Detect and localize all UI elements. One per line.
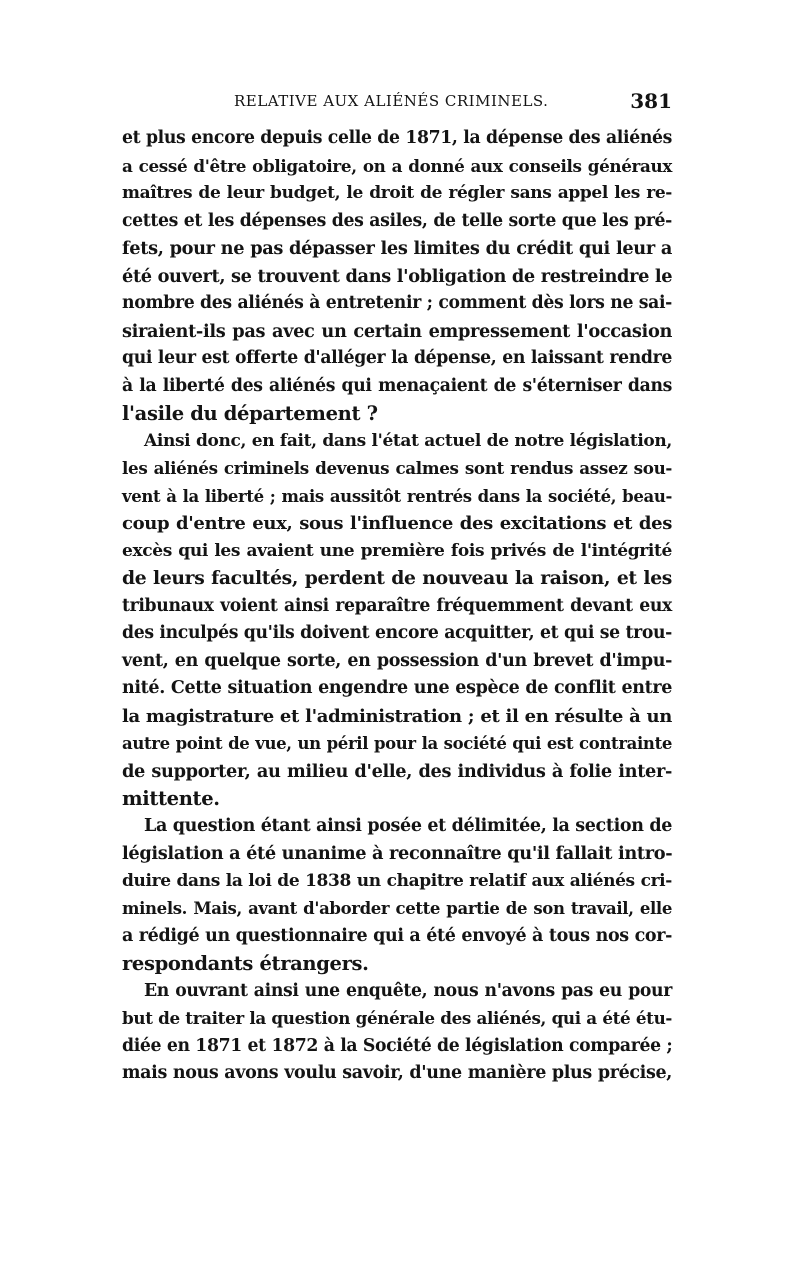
text-line: des inculpés qu'ils doivent encore acquitter, et qui se trou- xyxy=(122,623,672,643)
text-line: nité. Cette situation engendre une espèce de conflit entre xyxy=(122,678,672,698)
text-line: la magistrature et l'administration ; et il en résulte à un xyxy=(122,705,672,727)
text-line: et plus encore depuis celle de 1871, la dépense des aliénés xyxy=(122,128,672,148)
paragraph-last-line: mittente. xyxy=(122,787,220,810)
text-line: les aliénés criminels devenus calmes sont rendus assez sou- xyxy=(122,458,672,478)
body-text xyxy=(122,125,672,1088)
text-line: fets, pour ne pas dépasser les limites du crédit qui leur a xyxy=(122,238,672,259)
text-line: législation a été unanime à reconnaître qu'il fallait intro- xyxy=(122,843,673,864)
text-line: minels. Mais, avant d'aborder cette partie de son travail, elle xyxy=(122,899,672,918)
text-line: a rédigé un questionnaire qui a été envoyé à tous nos cor- xyxy=(122,925,672,946)
text-line: tribunaux voient ainsi reparaître fréquemment devant eux xyxy=(122,595,672,616)
paragraph-first-line: La question étant ainsi posée et délimitée, la section de xyxy=(144,815,672,836)
text-line: duire dans la loi de 1838 un chapitre relatif aux aliénés cri- xyxy=(122,870,672,891)
text-line: nombre des aliénés à entretenir ; comment dès lors ne sai- xyxy=(122,293,672,313)
text-line: de supporter, au milieu d'elle, des individus à folie inter- xyxy=(122,760,672,782)
text-line: vent à la liberté ; mais aussitôt rentrés dans la société, beau- xyxy=(122,486,672,506)
text-line: autre point de vue, un péril pour la société qui est contrainte xyxy=(122,734,672,753)
page-number: 381 xyxy=(630,89,672,113)
running-head-title: RELATIVE AUX ALIÉNÉS CRIMINELS. xyxy=(234,92,549,110)
text-line: cettes et les dépenses des asiles, de telle sorte que les pré- xyxy=(122,210,672,231)
text-line: but de traiter la question générale des aliénés, qui a été étu- xyxy=(122,1008,672,1028)
text-line: coup d'entre eux, sous l'influence des excitations et des xyxy=(122,513,672,534)
text-line: a cessé d'être obligatoire, on a donné aux conseils généraux xyxy=(122,155,672,176)
text-line: diée en 1871 et 1872 à la Société de législation comparée ; xyxy=(122,1035,673,1056)
running-head xyxy=(122,89,672,118)
paragraph-last-line: l'asile du département ? xyxy=(122,402,378,425)
text-line: vent, en quelque sorte, en possession d'un brevet d'impu- xyxy=(122,650,672,671)
paragraph-first-line: En ouvrant ainsi une enquête, nous n'avons pas eu pour xyxy=(144,980,672,1001)
text-line: été ouvert, se trouvent dans l'obligation de restreindre le xyxy=(122,265,673,287)
text-line: maîtres de leur budget, le droit de régler sans appel les re- xyxy=(122,183,672,203)
text-line: excès qui les avaient une première fois privés de l'intégrité xyxy=(122,540,672,561)
text-line: mais nous avons voulu savoir, d'une manière plus précise, xyxy=(122,1063,672,1083)
text-line: à la liberté des aliénés qui menaçaient de s'éterniser dans xyxy=(122,375,672,396)
paragraph-first-line: Ainsi donc, en fait, dans l'état actuel de notre législation, xyxy=(144,430,672,451)
text-line: qui leur est offerte d'alléger la dépense, en laissant rendre xyxy=(122,348,672,368)
text-line: de leurs facultés, perdent de nouveau la raison, et les xyxy=(122,567,672,589)
paragraph-last-line: respondants étrangers. xyxy=(122,952,369,975)
text-line: siraient-ils pas avec un certain empressement l'occasion xyxy=(122,320,672,342)
